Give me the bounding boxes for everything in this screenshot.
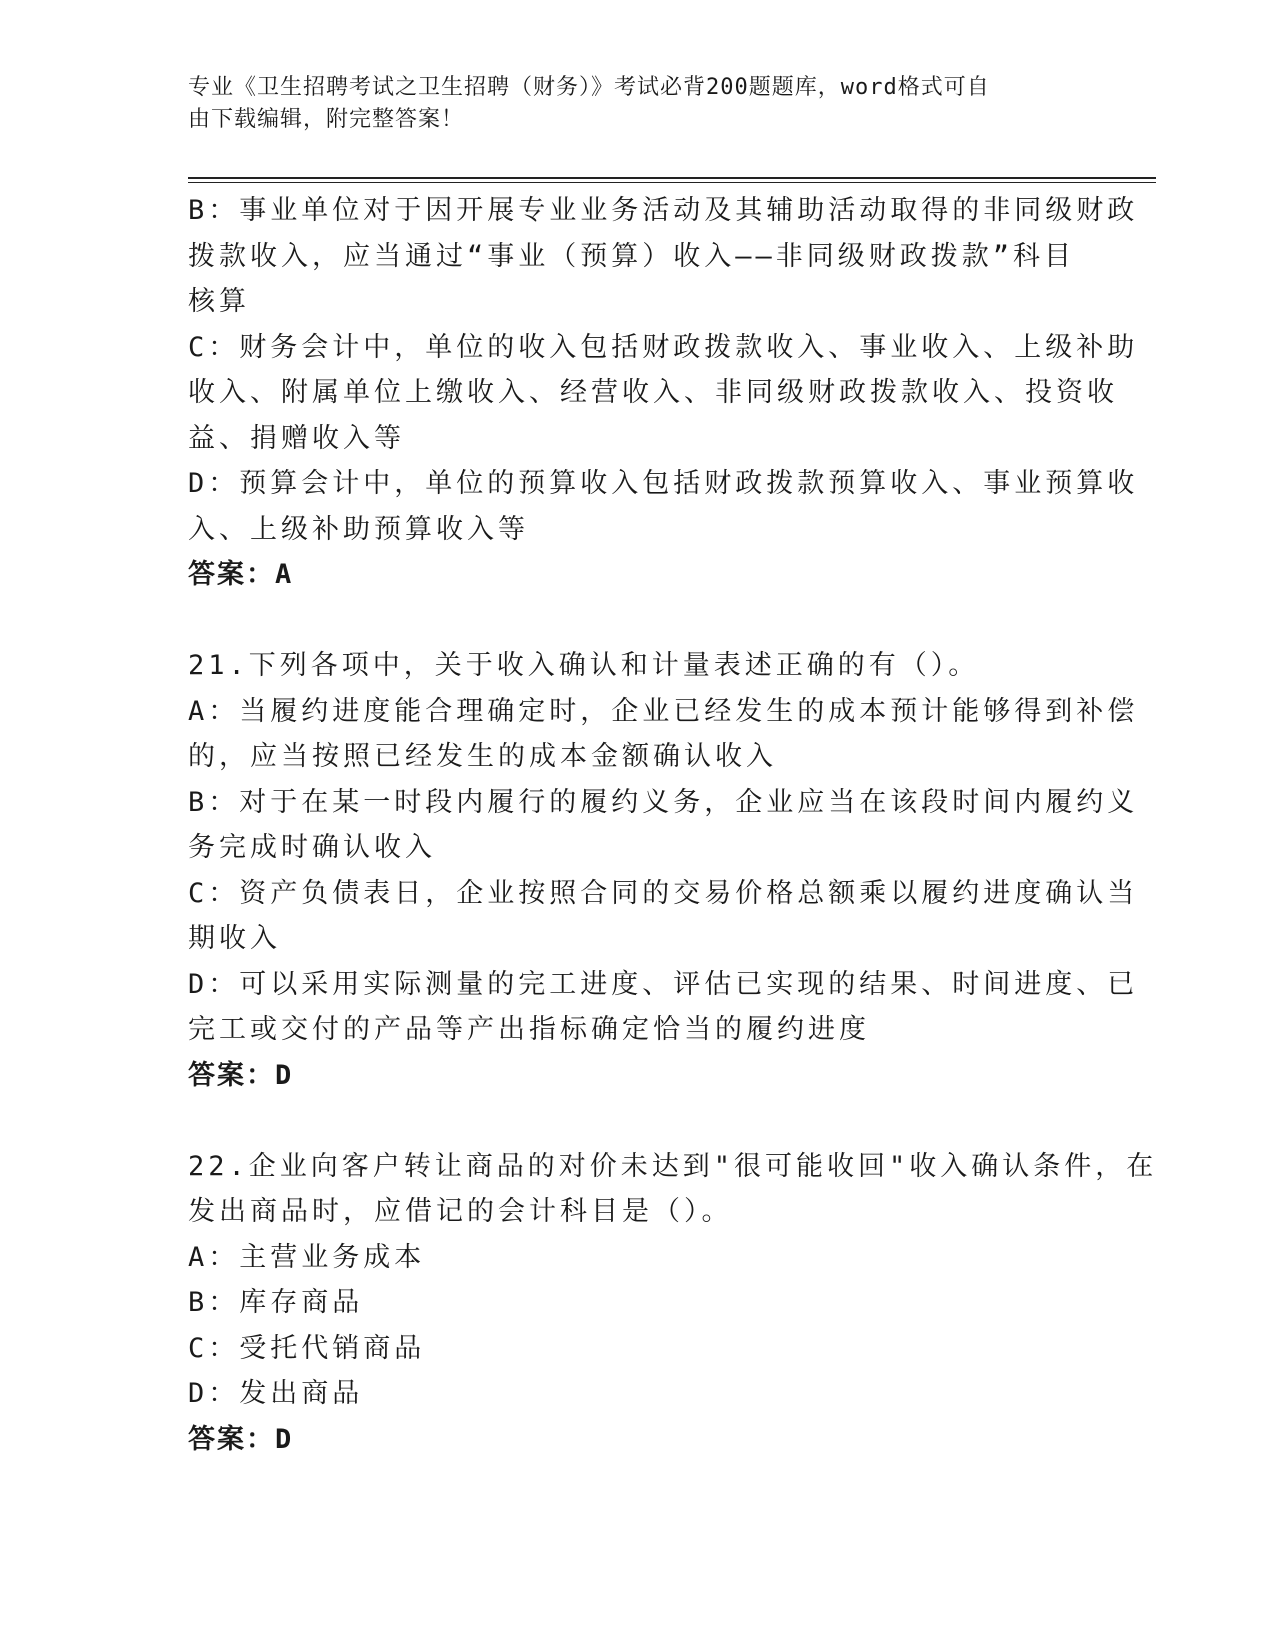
header-line: 由下载编辑，附完整答案！ (188, 107, 465, 132)
option-text: D：预算会计中，单位的预算收入包括财政拨款预算收入、事业预算收 (188, 468, 1139, 499)
option-text: 期收入 (188, 923, 281, 954)
option-text: A：当履约进度能合理确定时，企业已经发生的成本预计能够得到补偿 (188, 695, 1139, 727)
option-text: C：资产负债表日，企业按照合同的交易价格总额乘以履约进度确认当 (188, 877, 1139, 909)
option-b: B：库存商品 (188, 1287, 364, 1318)
option-a: A：主营业务成本 (188, 1241, 426, 1273)
header-line: 专业《卫生招聘考试之卫生招聘（财务）》考试必背200题题库，word格式可自 (188, 75, 990, 100)
option-text: 益、捐赠收入等 (188, 422, 405, 454)
answer-line: 答案：D (188, 1423, 294, 1455)
option-b (188, 780, 1139, 871)
prev-question (188, 188, 1139, 598)
option-text: C：财务会计中，单位的收入包括财政拨款收入、事业收入、上级补助 (188, 331, 1139, 363)
question-stem: 22.企业向客户转让商品的对价未达到"很可能收回"收入确认条件，在 (188, 1150, 1158, 1182)
question-stem: 21.下列各项中，关于收入确认和计量表述正确的有（）。 (188, 650, 980, 681)
question-content (188, 188, 1158, 1462)
header-divider-thick (188, 177, 1156, 179)
option-text: 的，应当按照已经发生的成本金额确认收入 (188, 741, 777, 772)
question-22 (188, 1144, 1158, 1463)
option-c (188, 325, 1139, 462)
option-text: 务完成时确认收入 (188, 832, 436, 863)
option-text: 拨款收入，应当通过“事业（预算）收入——非同级财政拨款”科目 (188, 240, 1076, 272)
answer-line: 答案：D (188, 1059, 294, 1091)
option-c (188, 871, 1139, 962)
option-text: 入、上级补助预算收入等 (188, 513, 529, 545)
option-a (188, 689, 1139, 780)
option-text: 收入、附属单位上缴收入、经营收入、非同级财政拨款收入、投资收 (188, 377, 1118, 408)
option-d (188, 461, 1139, 552)
option-text: B：事业单位对于因开展专业业务活动及其辅助活动取得的非同级财政 (188, 195, 1139, 226)
option-d (188, 962, 1139, 1053)
option-text: D：可以采用实际测量的完工进度、评估已实现的结果、时间进度、已 (188, 968, 1139, 1000)
answer-line: 答案：A (188, 559, 294, 590)
question-21 (188, 643, 1139, 1098)
spacer (188, 1098, 1068, 1144)
option-text: B：对于在某一时段内履行的履约义务，企业应当在该段时间内履约义 (188, 786, 1139, 818)
header-divider-thin (188, 182, 1156, 183)
question-stem: 发出商品时，应借记的会计科目是（）。 (188, 1196, 733, 1227)
option-text: 完工或交付的产品等产出指标确定恰当的履约进度 (188, 1014, 870, 1045)
option-c: C：受托代销商品 (188, 1332, 426, 1364)
spacer (188, 598, 1068, 644)
option-text: 核算 (188, 286, 250, 317)
option-b (188, 188, 1139, 325)
option-d: D：发出商品 (188, 1378, 364, 1409)
document-header (188, 72, 1068, 136)
